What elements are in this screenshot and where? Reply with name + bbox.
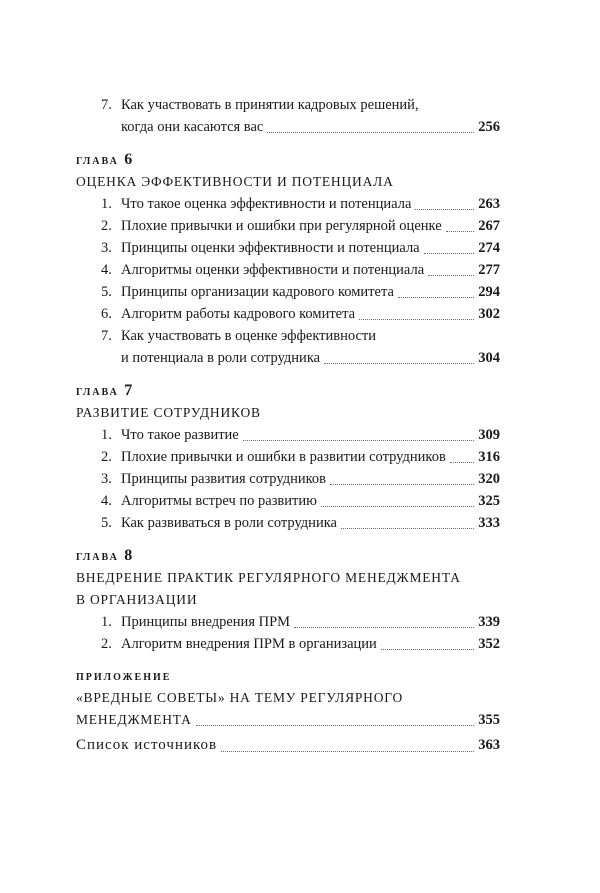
appendix-title[interactable]: «ВРЕДНЫЕ СОВЕТЫ» НА ТЕМУ РЕГУЛЯРНОГО [76,690,404,705]
chapter-title[interactable]: РАЗВИТИЕ СОТРУДНИКОВ [76,405,261,420]
chapter-7 [76,381,500,534]
toc-item[interactable]: 5. Принципы организации кадрового комитета 294 [101,284,500,300]
chapter-title[interactable]: ОЦЕНКА ЭФФЕКТИВНОСТИ И ПОТЕНЦИАЛА [76,174,394,189]
toc-item[interactable]: 2. Плохие привычки и ошибки при регулярной оценке 267 [101,218,500,234]
chapter-label: глава 8 [76,547,133,564]
toc-item[interactable]: 3. Принципы оценки эффективности и потенциала 274 [101,240,500,256]
toc-item[interactable]: 7. Как участвовать в оценке эффективности и потенциала в роли сотрудника 304 [101,328,500,366]
leader-dots [398,297,474,298]
leader-dots [341,528,474,529]
page-number: 256 [478,119,500,135]
toc-item[interactable] [101,94,500,138]
toc-item[interactable]: 5. Как развиваться в роли сотрудника 333 [101,515,500,531]
toc-item[interactable]: 3. Принципы развития сотрудников 320 [101,471,500,487]
leader-dots [330,484,474,485]
appendix [76,667,500,731]
item-number: 7. [101,97,112,113]
chapter-8 [76,546,500,655]
toc-item[interactable]: 1. Что такое развитие 309 [101,427,500,443]
item-title-cont: когда они касаются вас [121,119,264,135]
chapter-6 [76,150,500,369]
page-number: 355 [478,712,500,728]
appendix-label: приложение [76,669,172,684]
leader-dots [446,231,475,232]
chapter-title-cont[interactable]: В ОРГАНИЗАЦИИ [76,592,198,607]
toc-item[interactable]: 1. Что такое оценка эффективности и потенциала 263 [101,196,500,212]
toc-item[interactable]: 2. Плохие привычки и ошибки в развитии сотрудников 316 [101,449,500,465]
toc-item[interactable]: 1. Принципы внедрения ПРМ 339 [101,614,500,630]
leader-dots [243,440,475,441]
chapter-title[interactable]: ВНЕДРЕНИЕ ПРАКТИК РЕГУЛЯРНОГО МЕНЕДЖМЕНТА [76,570,461,585]
item-title: Как участвовать в принятии кадровых решений, [121,97,419,113]
chapter-label: глава 6 [76,151,133,168]
leader-dots [267,132,474,133]
leader-dots [359,319,474,320]
leader-dots [294,627,474,628]
toc-item[interactable]: 4. Алгоритмы встреч по развитию 325 [101,493,500,509]
toc-item[interactable]: 6. Алгоритм работы кадрового комитета 302 [101,306,500,322]
leader-dots [196,725,475,726]
sources-title: Список источников [76,737,218,753]
leader-dots [450,462,474,463]
leader-dots [321,506,474,507]
toc-item[interactable]: 4. Алгоритмы оценки эффективности и потенциала 277 [101,262,500,278]
leader-dots [221,751,474,752]
leader-dots [381,649,474,650]
leader-dots [424,253,475,254]
leader-dots [324,363,474,364]
page-number: 363 [478,737,500,753]
toc-item[interactable]: 2. Алгоритм внедрения ПРМ в организации 352 [101,636,500,652]
sources-entry[interactable] [76,733,500,757]
leader-dots [428,275,474,276]
chapter-label: глава 7 [76,382,133,399]
leader-dots [415,209,474,210]
table-of-contents [76,94,500,757]
appendix-title-cont[interactable]: МЕНЕДЖМЕНТА 355 [76,709,500,731]
